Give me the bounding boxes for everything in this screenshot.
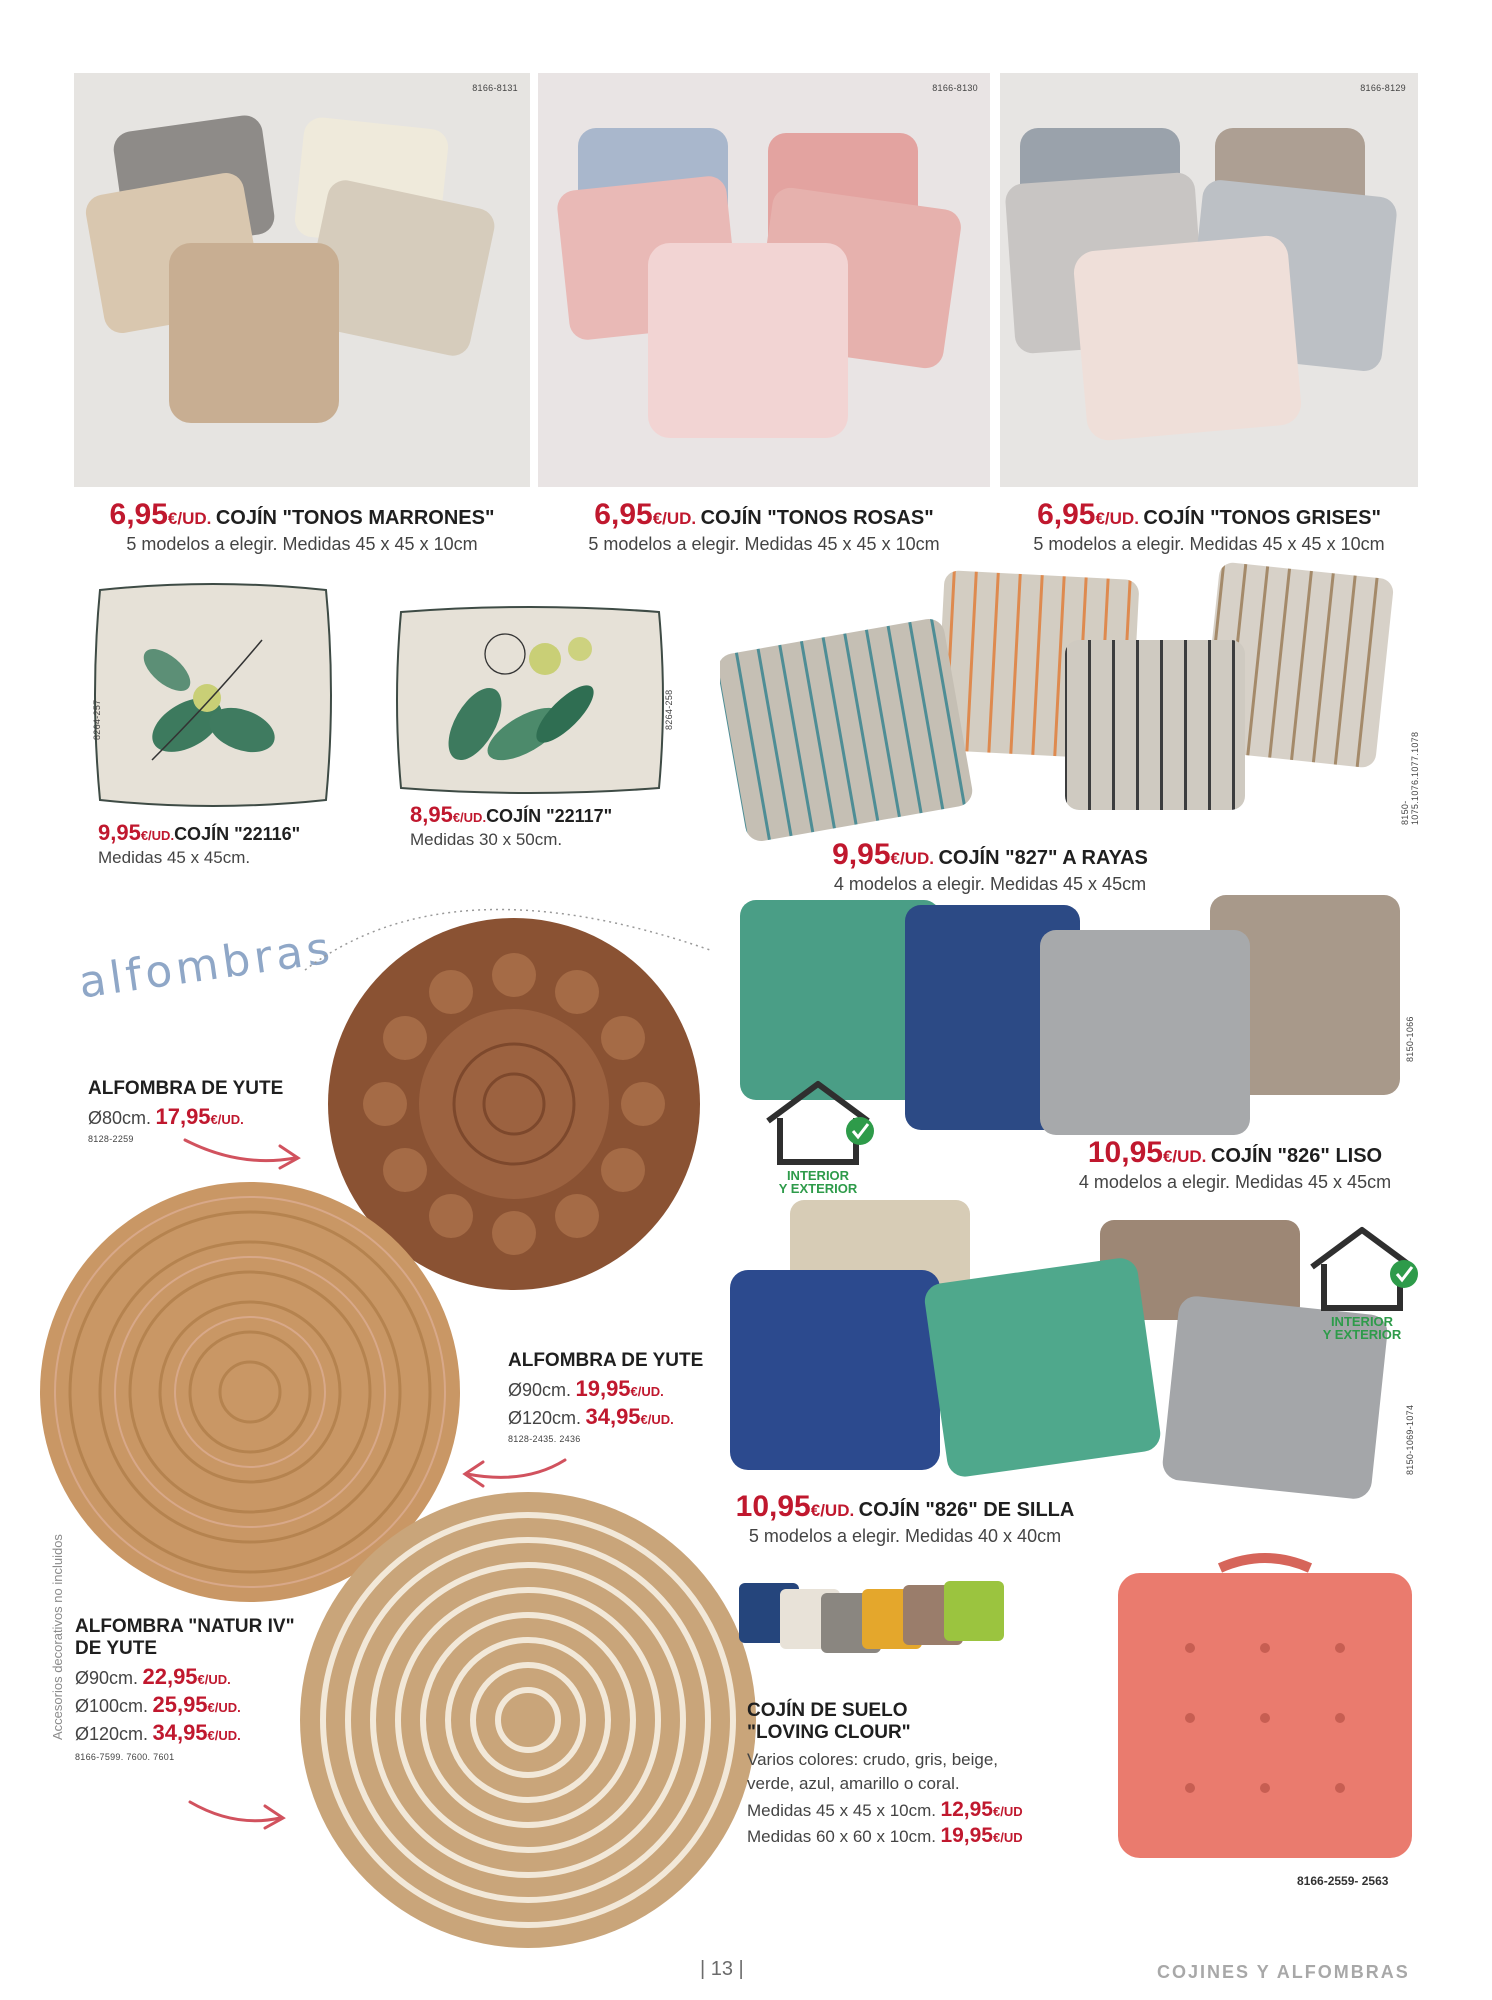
photo-tonos-marrones (74, 73, 530, 487)
price-unit: €/UD. (197, 1672, 231, 1687)
product-code: 8166-2559- 2563 (1297, 1874, 1389, 1888)
product-title: COJÍN "826" LISO (1210, 1145, 1383, 1167)
side-note: Accesorios decorativos no incluidos (50, 1534, 65, 1740)
price-unit: €/UD. (210, 1112, 244, 1127)
price: 17,95 (155, 1104, 211, 1129)
product-desc: Medidas 45 x 45cm. (98, 848, 251, 867)
price: 10,95 (735, 1490, 811, 1523)
rug-title: ALFOMBRA DE YUTE (508, 1350, 704, 1371)
price: 22,95 (142, 1664, 198, 1689)
photo-cojin-826-silla (720, 1160, 1400, 1515)
page-number: | 13 | (700, 1958, 744, 1980)
caption-cojin-826-silla (705, 1490, 1105, 1547)
product-code: 8166-8130 (932, 83, 978, 93)
product-code: 8128-2259 (88, 1134, 134, 1144)
size-option: Medidas 45 x 45 x 10cm. (747, 1801, 936, 1820)
product-code: 8264-258 (664, 689, 674, 730)
rug-title-2: DE YUTE (75, 1638, 158, 1659)
product-title: COJÍN "TONOS GRISES" (1143, 507, 1381, 529)
product-title-2: "LOVING CLOUR" (747, 1722, 911, 1743)
price-unit: €/UD. (630, 1384, 664, 1399)
caption-cojin-suelo (747, 1700, 1023, 1848)
price-unit: €/UD. (1162, 1147, 1207, 1166)
product-code: 8150-1069-1074 (1405, 1404, 1415, 1475)
price-unit: €/UD. (167, 509, 212, 528)
product-code: 8128-2435. 2436 (508, 1434, 581, 1444)
price: 34,95 (152, 1720, 208, 1745)
price: 6,95 (594, 498, 653, 531)
product-code: 8166-8131 (472, 83, 518, 93)
price: 9,95 (832, 838, 891, 871)
caption-tonos-rosas (538, 498, 990, 555)
badge-line-1: INTERIOR (786, 1168, 850, 1183)
price: 19,95 (575, 1376, 631, 1401)
price: 6,95 (109, 498, 168, 531)
rug-size: Ø80cm. (88, 1108, 152, 1128)
price-unit: €/UD. (890, 849, 934, 868)
badge-line-2: Y EXTERIOR (778, 1181, 858, 1196)
price-unit: €/UD (993, 1804, 1023, 1819)
rug-size: Ø100cm. (75, 1696, 149, 1716)
arrow-rug-3 (185, 1790, 295, 1840)
product-desc: 5 modelos a elegir. Medidas 45 x 45 x 10cm (126, 534, 478, 554)
product-code: 8166-7599. 7600. 7601 (75, 1752, 175, 1762)
price-unit: €/UD. (640, 1412, 674, 1427)
price: 9,95 (98, 820, 141, 845)
product-title: COJÍN "826" DE SILLA (858, 1499, 1075, 1521)
photo-tonos-rosas (538, 73, 990, 487)
rug-size: Ø120cm. (508, 1408, 582, 1428)
alfombras-heading: alfombras (75, 922, 337, 1009)
product-desc: 4 modelos a elegir. Medidas 45 x 45cm (1078, 1172, 1392, 1192)
product-desc: 5 modelos a elegir. Medidas 45 x 45 x 10cm (588, 534, 940, 554)
photo-cojin-22117 (395, 604, 665, 796)
price-unit: €/UD. (810, 1501, 855, 1520)
photo-tonos-grises (1000, 73, 1418, 487)
price: 25,95 (152, 1692, 208, 1717)
rug-title: ALFOMBRA "NATUR IV" (75, 1616, 295, 1637)
product-title: COJÍN "22117" (486, 806, 613, 826)
photo-cojin-22116 (92, 580, 334, 810)
caption-tonos-grises (1000, 498, 1418, 555)
price-unit: €/UD. (140, 828, 175, 843)
price-unit: €/UD. (1095, 509, 1139, 528)
price: 6,95 (1037, 498, 1096, 531)
rug-size: Ø90cm. (508, 1380, 572, 1400)
badge-line-1: INTERIOR (1330, 1314, 1394, 1329)
photo-cojin-suelo-colores (735, 1575, 1065, 1665)
product-desc: Medidas 30 x 50cm. (410, 830, 563, 849)
price-unit: €/UD (993, 1830, 1023, 1845)
price-unit: €/UD. (207, 1728, 241, 1743)
price: 12,95 (940, 1798, 993, 1821)
product-code: 8150-1066 (1405, 1016, 1415, 1062)
price: 34,95 (585, 1404, 641, 1429)
product-title: COJÍN "827" A RAYAS (938, 847, 1148, 869)
size-option: Medidas 60 x 60 x 10cm. (747, 1827, 936, 1846)
product-desc: 4 modelos a elegir. Medidas 45 x 45cm (833, 874, 1147, 894)
product-code: 8264-257 (92, 699, 102, 740)
rug-title: ALFOMBRA DE YUTE (88, 1078, 284, 1099)
caption-rug-2 (508, 1350, 703, 1444)
price-unit: €/UD. (652, 509, 697, 528)
arrow-rug-2 (455, 1450, 575, 1500)
photo-cojin-suelo-coral (1110, 1548, 1420, 1863)
product-code: 8150-1075.1076.1077.1078 (1400, 731, 1420, 825)
product-desc-2: verde, azul, amarillo o coral. (747, 1774, 960, 1793)
product-desc: 5 modelos a elegir. Medidas 40 x 40cm (748, 1526, 1062, 1546)
product-title: COJÍN "TONOS MARRONES" (215, 507, 495, 529)
price-unit: €/UD. (452, 810, 487, 825)
caption-cojin-22116 (98, 820, 300, 868)
photo-rug-natur (298, 1490, 758, 1950)
badge-line-2: Y EXTERIOR (1322, 1327, 1402, 1342)
product-title: COJÍN DE SUELO (747, 1700, 908, 1721)
arrow-rug-1 (180, 1130, 310, 1175)
rug-size: Ø120cm. (75, 1724, 149, 1744)
caption-cojin-22117 (410, 802, 612, 850)
price: 10,95 (1087, 1136, 1163, 1169)
product-desc: 5 modelos a elegir. Medidas 45 x 45 x 10cm (1033, 534, 1385, 554)
price-unit: €/UD. (207, 1700, 241, 1715)
photo-cojin-827 (720, 555, 1410, 855)
price: 8,95 (410, 802, 453, 827)
section-title: COJINES Y ALFOMBRAS (1157, 1962, 1410, 1982)
caption-tonos-marrones (74, 498, 530, 555)
caption-rug-3 (75, 1616, 295, 1762)
price: 19,95 (940, 1824, 993, 1847)
interior-exterior-badge (1302, 1222, 1422, 1342)
rug-size: Ø90cm. (75, 1668, 139, 1688)
product-title: COJÍN "TONOS ROSAS" (700, 507, 934, 529)
product-title: COJÍN "22116" (174, 824, 301, 844)
product-code: 8166-8129 (1360, 83, 1406, 93)
product-desc: Varios colores: crudo, gris, beige, (747, 1750, 999, 1769)
